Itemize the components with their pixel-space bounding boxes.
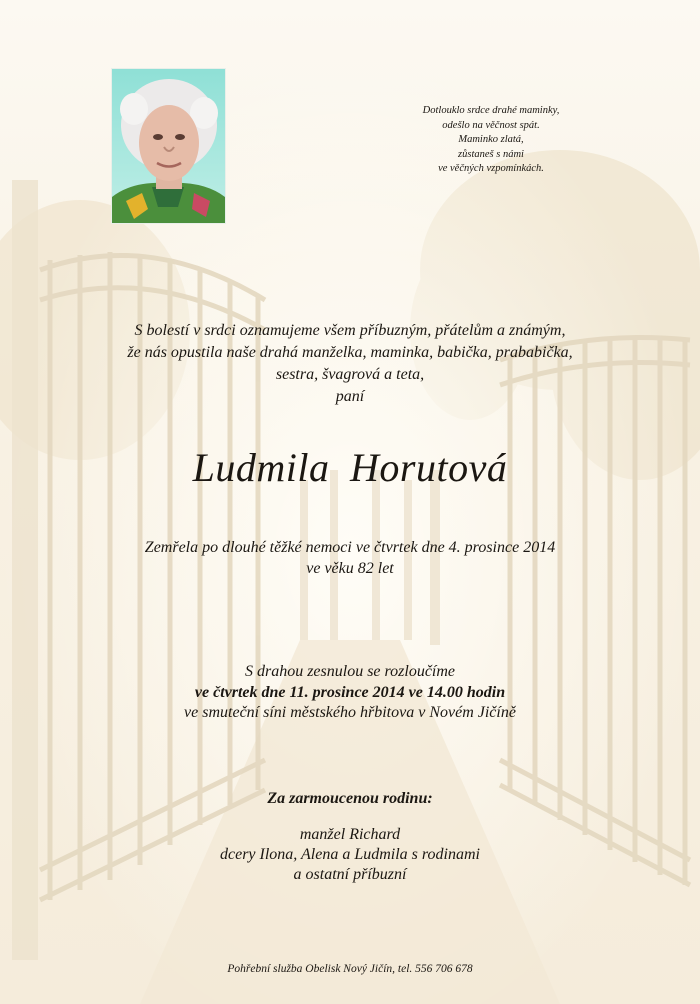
- announcement-line: sestra, švagrová a teta,: [275, 366, 425, 383]
- family-member: manžel Richard: [299, 826, 401, 843]
- poem-line: Maminko zlatá,: [458, 134, 524, 146]
- farewell-date: ve čtvrtek dne 11. prosince 2014 ve 14.00 hodin: [194, 683, 506, 701]
- poem-line: Dotlouklo srdce drahé maminky,: [422, 105, 560, 116]
- family-member: a ostatní příbuzní: [293, 866, 407, 883]
- farewell-place: ve smuteční síni městského hřbitova v Novém Jičíně: [184, 704, 516, 721]
- memorial-poem: [392, 104, 590, 177]
- announcement-text: [0, 320, 700, 408]
- announcement-line: paní: [335, 388, 365, 405]
- farewell-intro: S drahou zesnulou se rozloučíme: [244, 663, 456, 680]
- death-info: [0, 537, 700, 579]
- family-heading: Za zarmoucenou rodinu:: [267, 790, 433, 807]
- announcement-line: S bolestí v srdci oznamujeme všem příbuzným, přátelům a známým,: [134, 322, 566, 339]
- poem-line: odešlo na věčnost spát.: [442, 119, 540, 131]
- farewell-info: [0, 662, 700, 724]
- funeral-service-footer: Pohřební služba Obelisk Nový Jičín, tel. 556 706 678: [227, 963, 473, 975]
- age-line: ve věku 82 let: [306, 560, 394, 577]
- death-line: Zemřela po dlouhé těžké nemoci ve čtvrtek dne 4. prosince 2014: [144, 539, 556, 556]
- family-list: [0, 825, 700, 885]
- poem-line: zůstaneš s námi: [458, 148, 524, 160]
- portrait-photo: [111, 68, 226, 224]
- family-member: dcery Ilona, Alena a Ludmila s rodinami: [220, 846, 480, 863]
- deceased-name: Ludmila Horutová: [192, 445, 508, 490]
- announcement-line: že nás opustila naše drahá manželka, maminka, babička, prababička,: [127, 344, 573, 361]
- poem-line: ve věčných vzpomínkách.: [438, 163, 544, 175]
